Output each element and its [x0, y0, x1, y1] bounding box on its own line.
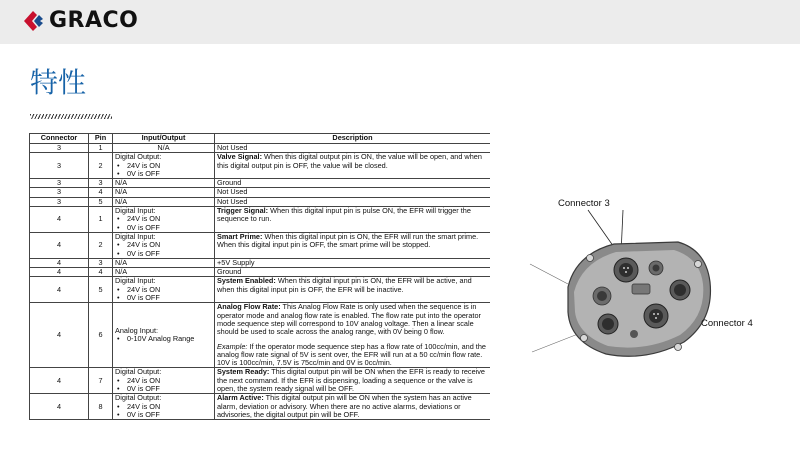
input-output-cell [113, 258, 215, 267]
pin-cell: 1 [89, 144, 113, 153]
column-header-description: Description [215, 134, 491, 144]
io-bullet-item: • 0V is OFF [115, 224, 212, 232]
pin-cell: 6 [89, 303, 113, 368]
connector-cell: 4 [30, 268, 89, 277]
connector-cell: 4 [30, 303, 89, 368]
io-type-label: Digital Output: [115, 393, 162, 403]
io-bullet-item: • 0V is OFF [115, 411, 212, 419]
connector-3-label: Connector 3 [558, 198, 610, 209]
table-row [30, 303, 491, 368]
pin-description-table [29, 133, 490, 433]
io-bullet-item: • 24V is ON [115, 286, 212, 294]
example-text: If the operator mode sequence step has a flow rate of 100cc/min, and the analog flow rate signal of 5V is sent over, the EFR will run at a 50 cc/min flow rate. 10V is 100cc/min, 7.5V is 75cc/min and 0V is 0cc/min. [217, 341, 486, 368]
pin-cell: 3 [89, 258, 113, 267]
logo-text: GRACO [49, 8, 139, 33]
description-heading: Analog Flow Rate: [217, 302, 281, 312]
description-text: When this digital input pin is ON, the EFR will be active, and when this digital input pin is OFF, the EFR will be inactive. [217, 276, 472, 294]
description-cell [215, 368, 491, 394]
pin-cell: 5 [89, 197, 113, 206]
io-type-label: Digital Output: [115, 152, 162, 162]
description-text: This digital output pin will be ON when the EFR is ready to receive the next command. If the EFR is dispensing, loading a sequence or the valve is open, the system ready signal will be OFF. [217, 367, 485, 394]
table-row [30, 232, 491, 258]
description-cell [215, 188, 491, 197]
table-row [30, 153, 491, 179]
input-output-cell [113, 153, 215, 179]
slide-title: 特性 [30, 66, 87, 99]
pin-cell: 8 [89, 394, 113, 420]
graco-g-logo-icon [22, 9, 44, 33]
io-bullet-list [115, 215, 212, 232]
io-type-label: N/A [115, 196, 128, 206]
input-output-cell [113, 277, 215, 303]
io-bullet-list [115, 162, 212, 179]
connector-cell: 4 [30, 258, 89, 267]
description-text: When this digital output pin is ON, the value will be open, and when this digital output pin is OFF, the value will be closed. [217, 152, 482, 170]
table-row [30, 188, 491, 197]
description-heading: Valve Signal: [217, 152, 263, 162]
io-bullet-item: • 24V is ON [115, 403, 212, 411]
column-header-input-output: Input/Output [113, 134, 215, 144]
connector-housing-illustration [528, 192, 778, 372]
connector-cell: 3 [30, 144, 89, 153]
pin-cell: 4 [89, 268, 113, 277]
description-text: Not Used [217, 143, 248, 152]
connector-photo-figure [528, 192, 778, 372]
io-type-label: Digital Input: [115, 231, 156, 241]
pin-cell: 7 [89, 368, 113, 394]
input-output-cell [113, 394, 215, 420]
description-text: This Analog Flow Rate is only used when the sequence is in operator mode and analog flow rate is enabled. The flow rate put into the operator mode sequence step will correspond to 10V analog voltage. Then a linear scale should be used to scale across the analog range, with 0V being 0 flow. [217, 302, 481, 337]
description-heading: Trigger Signal: [217, 206, 269, 216]
description-heading: Alarm Active: [217, 393, 264, 403]
connector-4-port [644, 304, 668, 328]
pin-cell: 3 [89, 179, 113, 188]
io-type-label: N/A [157, 143, 170, 152]
io-type-label: N/A [115, 187, 128, 197]
pin-cell: 4 [89, 188, 113, 197]
description-text: When this digital input pin is ON, the EFR will run the smart prime. When this digital input pin is OFF, the smart prime will be stopped. [217, 231, 479, 250]
input-output-cell [113, 303, 215, 368]
decorative-hatch-line [30, 114, 112, 119]
connector-cell: 4 [30, 394, 89, 420]
description-cell [215, 258, 491, 267]
io-bullet-item: • 24V is ON [115, 241, 212, 249]
description-heading: Smart Prime: [217, 231, 263, 241]
io-bullet-list [115, 403, 212, 420]
description-text: Ground [217, 267, 242, 277]
connector-cell: 4 [30, 232, 89, 258]
description-heading: System Ready: [217, 367, 270, 377]
io-type-label: Digital Input: [115, 206, 156, 216]
io-bullet-item: • 0V is OFF [115, 385, 212, 393]
io-type-label: Analog Input: [115, 326, 159, 336]
io-type-label: N/A [115, 267, 128, 277]
io-bullet-item: • 24V is ON [115, 162, 212, 170]
pin-cell: 2 [89, 232, 113, 258]
io-bullet-list [115, 286, 212, 303]
io-type-label: Digital Input: [115, 276, 156, 286]
pin-cell: 5 [89, 277, 113, 303]
io-bullet-item: • 24V is ON [115, 377, 212, 385]
graco-logo [22, 9, 138, 33]
input-output-cell [113, 188, 215, 197]
description-text: When this digital input pin is pulse ON, the EFR will trigger the sequence to run. [217, 206, 471, 224]
connector-cell: 3 [30, 188, 89, 197]
table-row [30, 394, 491, 420]
io-bullet-item: • 0V is OFF [115, 250, 212, 258]
io-bullet-item: • 24V is ON [115, 215, 212, 223]
input-output-cell [113, 179, 215, 188]
description-cell [215, 153, 491, 179]
table-header-row [30, 134, 491, 144]
io-bullet-item: • 0V is OFF [115, 170, 212, 178]
description-heading: System Enabled: [217, 276, 276, 286]
pin-cell: 2 [89, 153, 113, 179]
column-header-connector: Connector [30, 134, 89, 144]
input-output-cell [113, 207, 215, 233]
example-label: Example: [217, 341, 248, 351]
description-text: +5V Supply [217, 257, 255, 267]
description-cell [215, 277, 491, 303]
connector-cell: 3 [30, 179, 89, 188]
description-text: Not Used [217, 187, 248, 197]
description-cell [215, 303, 491, 368]
connector-cell: 3 [30, 153, 89, 179]
io-bullet-list [115, 335, 212, 343]
connector-cell: 4 [30, 368, 89, 394]
table-row [30, 368, 491, 394]
table-row [30, 277, 491, 303]
description-cell [215, 207, 491, 233]
io-type-label: Digital Output: [115, 367, 162, 377]
io-bullet-item: • 0V is OFF [115, 294, 212, 302]
input-output-cell [113, 368, 215, 394]
column-header-pin: Pin [89, 134, 113, 144]
connector-4-label: Connector 4 [701, 318, 753, 329]
pin-cell: 1 [89, 207, 113, 233]
io-bullet-list [115, 241, 212, 258]
connector-cell: 3 [30, 197, 89, 206]
io-type-label: N/A [115, 257, 128, 267]
description-text: This digital output pin will be ON when the system has an active alarm, deviation or advisory. When there are no active alarms, deviations or advisories, the digital output pin will be OFF. [217, 393, 472, 419]
description-cell [215, 179, 491, 188]
table-row [30, 207, 491, 233]
description-text: Ground [217, 178, 242, 188]
io-bullet-item: • 0-10V Analog Range [115, 335, 212, 343]
description-cell [215, 232, 491, 258]
io-type-label: N/A [115, 178, 128, 188]
connector-cell: 4 [30, 207, 89, 233]
input-output-cell [113, 232, 215, 258]
description-text: Not Used [217, 196, 248, 206]
description-cell [215, 394, 491, 420]
connector-cell: 4 [30, 277, 89, 303]
connector-3-port [614, 258, 638, 282]
io-bullet-list [115, 377, 212, 394]
